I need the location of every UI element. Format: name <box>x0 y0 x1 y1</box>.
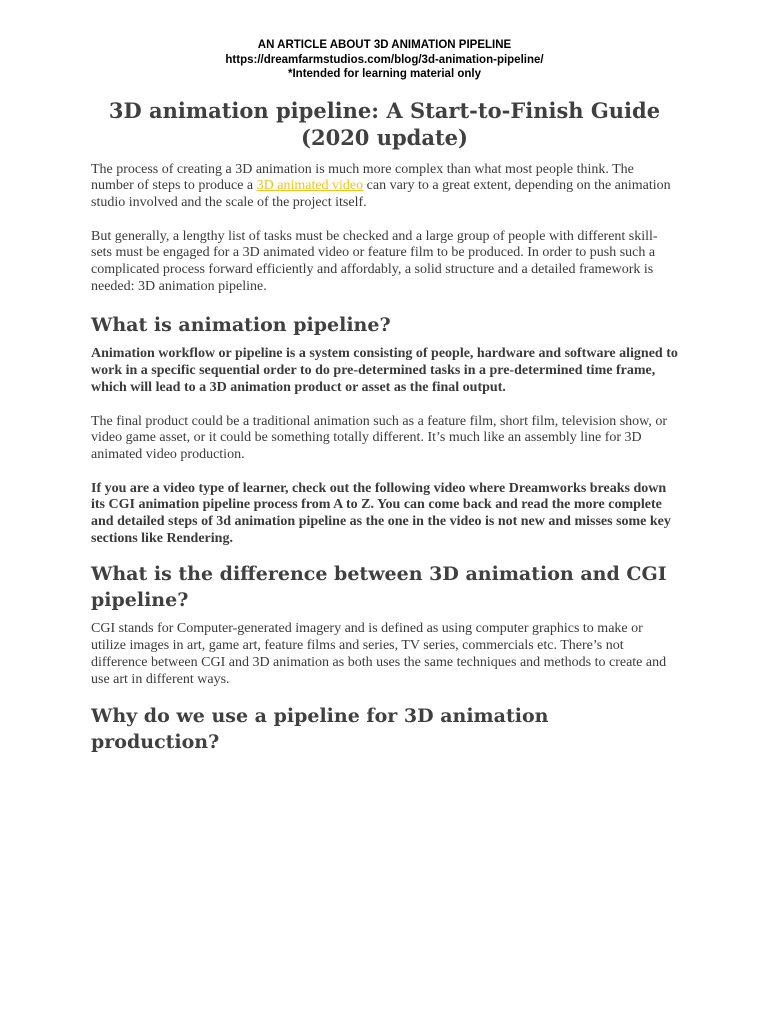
section1-paragraph-2: The final product could be a traditional animation such as a feature film, short film, television show, or video game asset, or it could be something totally different. It’s much like an assembly line for 3D animated video production. <box>91 413 668 462</box>
section-heading-difference: What is the difference between 3D animation and CGI pipeline? <box>91 563 667 612</box>
section1-paragraph-3: If you are a video type of learner, check out the following video where Dreamworks breaks down its CGI animation pipeline process from A to Z. You can come back and read the more complete and detailed steps of 3d animation pipeline as the one in the video is not new and misses some key sections like Rendering. <box>91 480 671 546</box>
document-header <box>91 38 678 82</box>
section2-paragraph-1: CGI stands for Computer-generated imagery and is defined as using computer graphics to make or utilize images in art, game art, feature films and series, TV series, commercials etc. There’s not difference between CGI and 3D animation as both uses the same techniques and methods to create and use art in different ways. <box>91 621 667 687</box>
intro-paragraph-1 <box>91 162 678 212</box>
header-line-note: *Intended for learning material only <box>288 68 481 80</box>
section-heading-what-is-pipeline: What is animation pipeline? <box>91 314 391 337</box>
intro-text-after-link: can vary to a great extent, depending on the animation studio involved and the scale of the project itself. <box>91 178 671 210</box>
intro-paragraph-2: But generally, a lengthy list of tasks must be checked and a large group of people with different skill-sets must be engaged for a 3D animated video or feature film to be produced. In order to push such a complicated process forward efficiently and affordably, a solid structure and a detailed framework is needed: 3D animation pipeline. <box>91 228 658 294</box>
article-title: 3D animation pipeline: A Start-to-Finish Guide (2020 update) <box>108 97 661 150</box>
intro-text-before-link: The process of creating a 3D animation is much more complex than what most people think. The number of steps to produce a <box>91 161 634 194</box>
section1-paragraph-1: Animation workflow or pipeline is a system consisting of people, hardware and software aligned to work in a specific sequential order to do pre-determined tasks in a pre-determined time frame, which will lead to a 3D animation product or asset as the final output. <box>91 346 678 395</box>
header-line-title: AN ARTICLE ABOUT 3D ANIMATION PIPELINE <box>257 39 512 51</box>
header-line-url: https://dreamfarmstudios.com/blog/3d-animation-pipeline/ <box>225 53 544 66</box>
section-heading-why-pipeline: Why do we use a pipeline for 3D animation production? <box>91 705 549 754</box>
3d-animated-video-link[interactable]: 3D animated video <box>256 178 364 194</box>
